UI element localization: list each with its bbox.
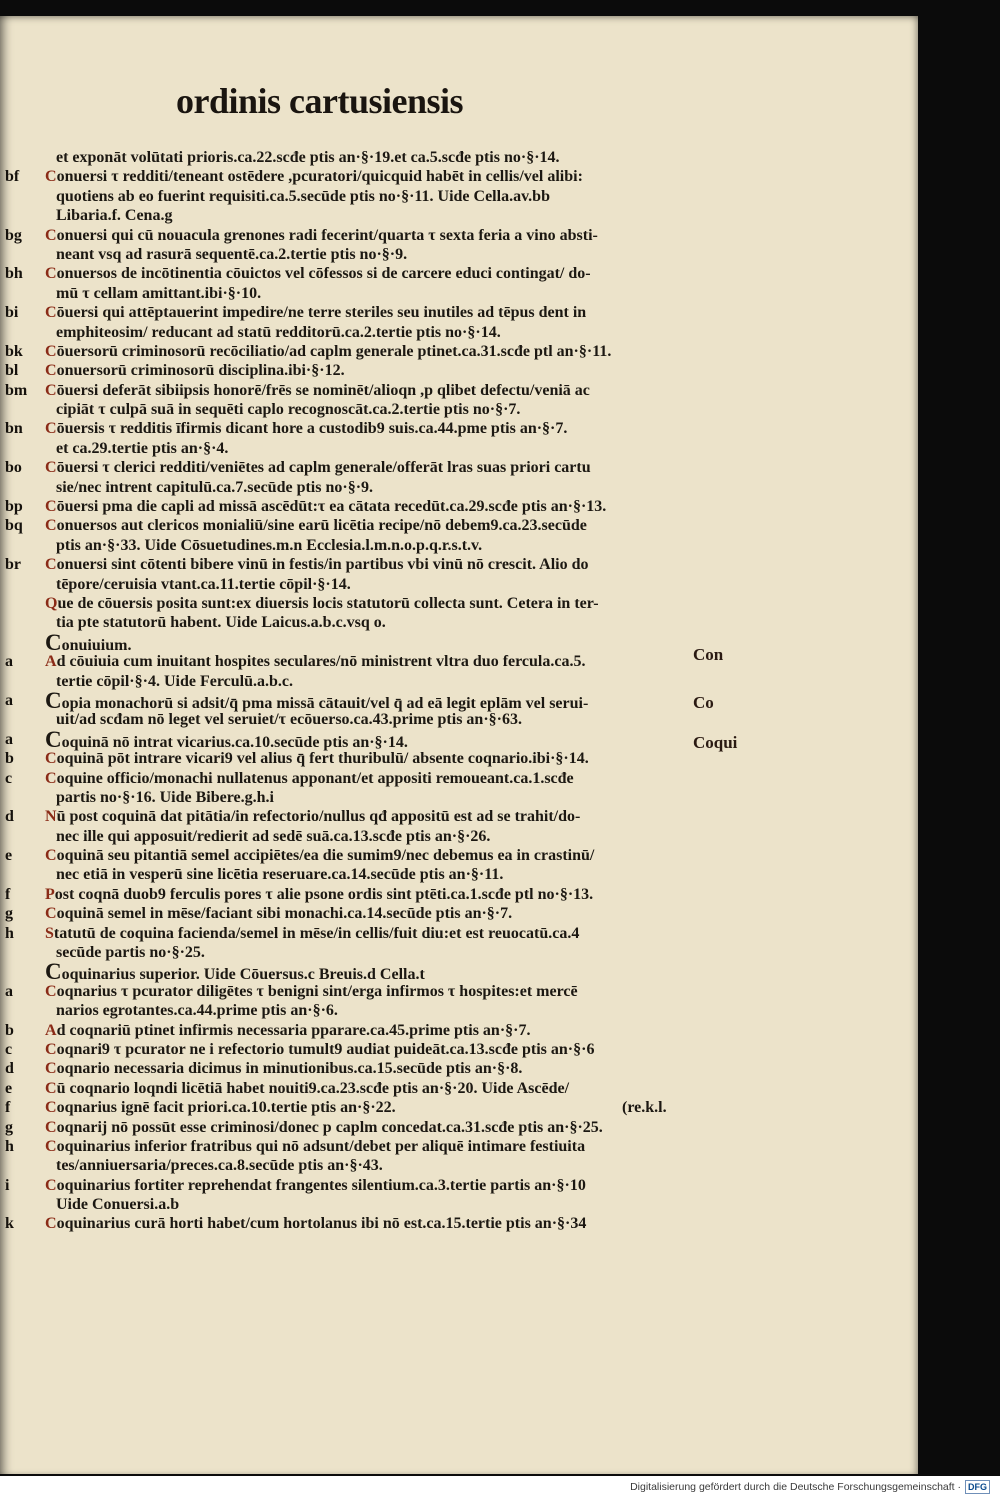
line-text: quotiens ab eo fuerint requisiti.ca.5.secūde ptis no·§·11. Uide Cella.av.bb — [56, 187, 550, 205]
entry-text: Que de cōuersis posita sunt:ex diuersis locis statutorū collecta sunt. Cetera in ter- — [45, 594, 599, 612]
margin-mark: b — [5, 1021, 14, 1039]
entry-text: Post coqnā duob9 ferculis pores τ alie psone ordis sint ptēti.ca.1.scđe ptl no·§·13. — [45, 885, 594, 903]
entry-text: Coqnario necessaria dicimus in minutionibus.ca.15.secūde ptis an·§·8. — [45, 1060, 523, 1078]
right-margin-note-coqui: Coqui — [693, 733, 738, 752]
index-entry — [0, 924, 918, 943]
entry-text: Coquine officio/monachi nullatenus apponant/et appositi remoueant.ca.1.scđe — [45, 769, 574, 787]
index-entry — [0, 516, 918, 535]
entry-text: Cū coqnario loqndi licētiā habet nouiti9.ca.23.scđe ptis an·§·20. Uide Ascēde/ — [45, 1079, 570, 1097]
entry-text: Conuersi τ redditi/teneant ostēdere ,pcuratori/quicquid habēt in cellis/vel alibi: — [45, 168, 583, 186]
entry-text: Coquinarius inferior fratribus qui nō adsunt/debet per aliquē intimare festiuita — [45, 1137, 586, 1155]
margin-mark: bf — [5, 168, 20, 186]
index-line — [0, 710, 918, 729]
index-line — [0, 672, 918, 691]
line-text: tertie cōpil·§·4. Uide Ferculū.a.b.c. — [56, 672, 293, 690]
margin-mark: bg — [5, 226, 22, 244]
entry-text: Coquinarius fortiter reprehendat frangentes silentium.ca.3.tertie partis an·§·10 — [45, 1176, 586, 1194]
line-text: et ca.29.tertie ptis an·§·4. — [56, 439, 229, 457]
margin-mark: bq — [5, 517, 23, 535]
index-entry — [0, 1021, 918, 1040]
entry-text: Cōuersi deferāt sibiipsis honorē/frēs se nominēt/alioqn ,p qlibet defectu/veniā ac — [45, 381, 590, 399]
line-text: cipiāt τ culpā suā in sequēti caplo recognoscāt.ca.2.tertie ptis no·§·7. — [56, 401, 521, 419]
index-entry — [0, 381, 918, 400]
heading-text: Conuiuium. — [45, 629, 132, 655]
index-entry — [0, 1137, 918, 1156]
entry-text: Nū post coquinā dat pitātia/in refectorio/nullus qđ appositū est ad se trahit/do- — [45, 808, 581, 826]
index-line — [0, 788, 918, 807]
index-entry — [0, 1040, 918, 1059]
entry-text: Coqnari9 τ pcurator ne i refectorio tumult9 audiat puideāt.ca.13.scđe ptis an·§·6 — [45, 1040, 595, 1058]
entry-text: Conuersorū criminosorū disciplina.ibi·§·12. — [45, 362, 345, 380]
line-text: nec ille qui apposuit/redierit ad sedē suā.ca.13.scđe ptis an·§·26. — [56, 827, 491, 845]
running-title: ordinis cartusiensis — [176, 81, 464, 121]
entry-text: Ad cōuiuia cum inuitant hospites seculares/nō ministrent vltra duo fercula.ca.5. — [45, 653, 586, 671]
index-entry — [0, 167, 918, 186]
index-entry — [0, 1059, 918, 1078]
index-entry — [0, 458, 918, 477]
line-text: tia pte statutorū habent. Uide Laicus.a.b.c.vsq o. — [56, 614, 386, 632]
margin-mark: a — [5, 982, 13, 1000]
index-line — [0, 206, 918, 225]
entry-text: Coquinā seu pitantiā semel accipiētes/ea die sumim9/nec debemus ea in crastinū/ — [45, 847, 595, 865]
margin-mark: br — [5, 556, 21, 574]
line-text: secūde partis no·§·25. — [56, 944, 205, 962]
index-heading — [0, 687, 918, 713]
line-tail: (re.k.l. — [622, 1099, 667, 1117]
index-line — [0, 439, 918, 458]
index-entry — [0, 1098, 918, 1117]
index-entry — [0, 264, 918, 283]
index-heading — [0, 629, 918, 655]
margin-mark: i — [5, 1176, 10, 1194]
margin-mark: a — [5, 730, 13, 748]
index-entry — [0, 342, 918, 361]
margin-mark: bn — [5, 420, 23, 438]
index-line — [0, 1195, 918, 1214]
right-margin-note-con: Con — [693, 645, 724, 664]
entry-text: Coqnarius ignē facit priori.ca.10.tertie ptis an·§·22. — [45, 1099, 396, 1117]
index-line — [0, 536, 918, 555]
margin-mark: a — [5, 653, 13, 671]
index-entry — [0, 1214, 918, 1233]
index-heading — [0, 959, 918, 985]
index-line — [0, 400, 918, 419]
index-entry — [0, 769, 918, 788]
index-line — [0, 575, 918, 594]
heading-text: Coquinā nō intrat vicarius.ca.10.secūde ptis an·§·14. — [45, 726, 408, 752]
margin-mark: bh — [5, 265, 23, 283]
margin-mark: a — [5, 691, 13, 709]
index-entry — [0, 1079, 918, 1098]
index-entry — [0, 904, 918, 923]
index-entry — [0, 497, 918, 516]
margin-mark: h — [5, 924, 14, 942]
line-text: partis no·§·16. Uide Bibere.g.h.i — [56, 788, 274, 806]
entry-text: Cōuersi pma die capli ad missā ascēdūt:τ ea cātata recedūt.ca.29.scđe ptis an·§·13. — [45, 498, 607, 516]
margin-mark: g — [5, 1118, 13, 1136]
index-entry — [0, 303, 918, 322]
index-column — [0, 148, 918, 1234]
line-text: Uide Conuersi.a.b — [56, 1196, 180, 1214]
index-entry — [0, 361, 918, 380]
dfg-logo: DFG — [965, 1480, 990, 1494]
index-entry — [0, 982, 918, 1001]
index-line — [0, 1156, 918, 1175]
margin-mark: b — [5, 750, 14, 768]
heading-text: Copia monachorū si adsit/q̄ pma missā cātauit/vel q̄ ad eā legit eplām vel serui- — [45, 687, 589, 713]
margin-mark: e — [5, 847, 13, 865]
entry-text: Cōuersis τ redditis īfirmis dicant hore a custodib9 suis.ca.44.pme ptis an·§·7. — [45, 420, 568, 438]
entry-text: Conuersos de incōtinentia cōuictos vel cōfessos si de carcere educi contingat/ do- — [45, 265, 591, 283]
footer-credit: Digitalisierung gefördert durch die Deutsche Forschungsgemeinschaft · — [630, 1481, 961, 1493]
entry-text: Coquinā semel in mēse/faciant sibi monachi.ca.14.secūde ptis an·§·7. — [45, 905, 513, 923]
entry-text: Conuersi qui cū nouacula grenones radi fecerint/quarta τ sexta feria a vino absti- — [45, 226, 598, 244]
index-line — [0, 245, 918, 264]
index-entry — [0, 749, 918, 768]
index-line — [0, 865, 918, 884]
entry-text: Statutū de coquina facienda/semel in mēse/in cellis/fuit diu:et est reuocatū.ca.4 — [45, 924, 580, 942]
index-entry — [0, 555, 918, 574]
index-entry — [0, 807, 918, 826]
index-entry — [0, 1176, 918, 1195]
margin-mark: bm — [5, 381, 28, 399]
line-text: tēpore/ceruisia vtant.ca.11.tertie cōpil·§·14. — [56, 575, 351, 593]
margin-mark: c — [5, 769, 13, 787]
line-text: mū τ cellam amittant.ibi·§·10. — [56, 284, 262, 302]
entry-text: Coquinā pōt intrare vicari9 vel alius q̄ fert thuribulū/ absente coqnario.ibi·§·14. — [45, 750, 589, 768]
margin-mark: g — [5, 905, 13, 923]
entry-text: Cōuersi τ clerici redditi/veniētes ad caplm generale/offerāt lras suas priori cartu — [45, 459, 591, 477]
line-text: uit/ad scđam nō leget vel seruiet/τ ecōuerso.ca.43.prime ptis an·§·63. — [56, 711, 522, 729]
line-text: Libaria.f. Cena.g — [56, 207, 173, 225]
index-line — [0, 478, 918, 497]
right-margin-note-co: Co — [693, 693, 714, 712]
index-line — [0, 613, 918, 632]
index-entry — [0, 885, 918, 904]
margin-mark: d — [5, 1060, 14, 1078]
index-line — [0, 1001, 918, 1020]
entry-text: Coqnarij nō possūt esse criminosi/donec p caplm concedat.ca.31.scđe ptis an·§·25. — [45, 1118, 603, 1136]
line-text: ptis an·§·33. Uide Cōsuetudines.m.n Ecclesia.l.m.n.o.p.q.r.s.t.v. — [56, 536, 483, 554]
digitization-footer — [0, 1476, 1000, 1498]
line-text: emphiteosim/ reducant ad statū redditorū.ca.2.tertie ptis no·§·14. — [56, 323, 501, 341]
entry-text: Coquinarius curā horti habet/cum hortolanus ibi nō est.ca.15.tertie ptis an·§·34 — [45, 1215, 587, 1233]
index-line — [0, 323, 918, 342]
entry-text: Ad coqnariū ptinet infirmis necessaria pparare.ca.45.prime ptis an·§·7. — [45, 1021, 531, 1039]
index-line — [0, 827, 918, 846]
index-entry — [0, 652, 918, 671]
margin-mark: h — [5, 1137, 14, 1155]
margin-mark: f — [5, 1099, 11, 1117]
line-text: nec etiā in vesperū sine licētia reseruare.ca.14.secūde ptis an·§·11. — [56, 866, 504, 884]
index-entry — [0, 1118, 918, 1137]
index-entry — [0, 846, 918, 865]
index-heading — [0, 726, 918, 752]
margin-mark: bk — [5, 342, 23, 360]
index-line — [0, 284, 918, 303]
entry-text: Cōuersorū criminosorū recōciliatio/ad caplm generale ptinet.ca.31.scđe ptl an·§·11. — [45, 342, 612, 360]
margin-mark: bp — [5, 498, 23, 516]
margin-mark: bl — [5, 362, 19, 380]
margin-mark: bi — [5, 304, 19, 322]
margin-mark: bo — [5, 459, 22, 477]
margin-mark: k — [5, 1215, 14, 1233]
entry-text: Coqnarius τ pcurator diligētes τ benigni sint/erga infirmos τ hospites:et mercē — [45, 982, 578, 1000]
index-entry — [0, 226, 918, 245]
margin-mark: f — [5, 885, 11, 903]
line-text: tes/anniuersaria/preces.ca.8.secūde ptis an·§·43. — [56, 1157, 383, 1175]
margin-mark: d — [5, 808, 14, 826]
index-line — [0, 148, 918, 167]
margin-mark: e — [5, 1079, 13, 1097]
line-text: neant vsq ad rasurā sequentē.ca.2.tertie ptis no·§·9. — [56, 245, 408, 263]
margin-mark: c — [5, 1040, 13, 1058]
heading-text: Coquinarius superior. Uide Cōuersus.c Breuis.d Cella.t — [45, 959, 425, 985]
line-text: narios egrotantes.ca.44.prime ptis an·§·6. — [56, 1002, 338, 1020]
entry-text: Conuersos aut clericos monialiū/sine earū licētia recipe/nō debem9.ca.23.secūde — [45, 517, 587, 535]
index-entry — [0, 594, 918, 613]
entry-text: Cōuersi qui attēptauerint impedire/ne terre steriles seu inutiles ad tēpus dent in — [45, 304, 587, 322]
line-text: sie/nec intrent capitulū.ca.7.secūde ptis no·§·9. — [56, 478, 374, 496]
index-entry — [0, 419, 918, 438]
line-text: et exponāt volūtati prioris.ca.22.scđe ptis an·§·19.et ca.5.scđe ptis no·§·14. — [56, 149, 560, 166]
index-line — [0, 943, 918, 962]
entry-text: Conuersi sint cōtenti bibere vinū in festis/in partibus vbi vinū nō crescit. Alio do — [45, 556, 589, 574]
index-line — [0, 187, 918, 206]
